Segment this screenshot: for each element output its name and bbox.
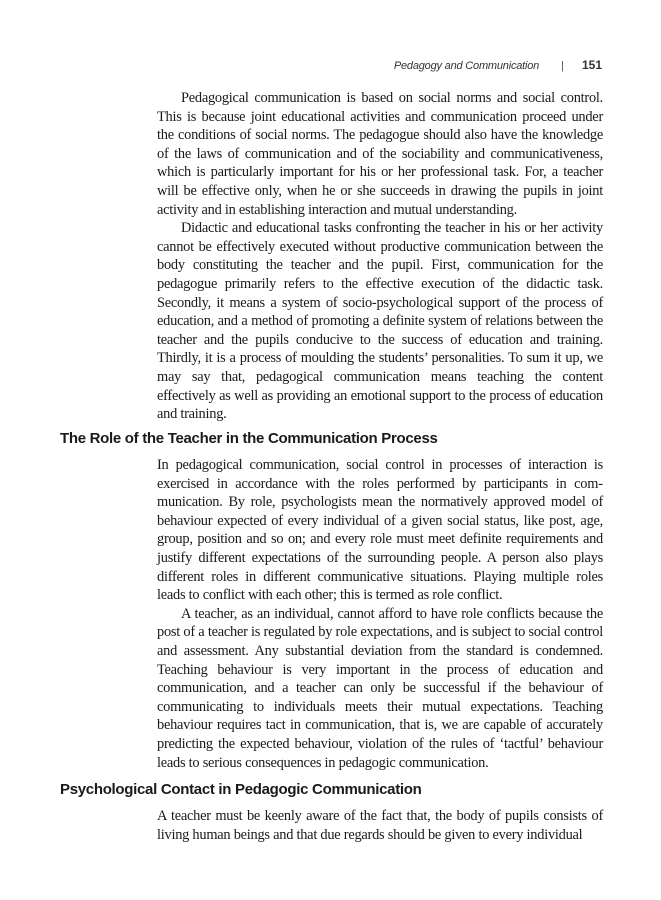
section-heading-teacher-role: The Role of the Teacher in the Communication Process [60,430,438,447]
paragraph: A teacher, as an individual, cannot afford to have role conflicts because the post of a teacher is regulated by role expectations, and is subject to social control and assessment. Any substantial deviation from the standard is condemned. Teaching behaviour is very important in the process of education and communication, and a teacher can only be successful if the behaviour of communicating to individuals meets their mutual expectations. Teaching behaviour requires tact in communication, that is, we are capable of accurately predicting the expected behaviour, violation of the rules of ‘tactful’ behaviour leads to serious consequences in pedagogic communication. [157,605,603,771]
paragraph: Pedagogical communication is based on social norms and social control. This is because joint educational activities and communication proceed under the conditions of social norms. The pedagogue should also have the knowledge of the laws of communication and of the sociability and communicativeness, which is particularly important for his or her professional task. For, a teacher will be effective only, when he or she succeeds in drawing the pupils in joint activity and in establishing interaction and mutual understanding. [157,90,603,218]
section-teacher-role-text [157,456,603,772]
running-header [0,58,602,72]
running-title: Pedagogy and Communication [393,60,540,72]
paragraph: In pedagogical communication, social control in processes of interaction is exercised in accordance with the roles performed by participants in communication. By role, psychologists mean the normatively approved model of behaviour expected of every individual of a given social status, like post, age, group, position and so on; and every role must meet definite requirements and justify different expectations of the surrounding people. A person also plays different roles in different communicative situations. Playing multiple roles leads to conflict with each other; this is termed as role conflict. [157,457,603,604]
section-psychological-contact-text [157,807,603,844]
header-separator: | [561,60,564,72]
section-heading-psychological-contact: Psychological Contact in Pedagogic Communication [60,781,422,798]
page-number: 151 [581,58,602,72]
paragraph: A teacher must be keenly aware of the fact that, the body of pupils consists of living human beings and that due regards should be given to every individual [157,808,603,843]
section-intro-text [157,89,603,424]
paragraph: Didactic and educational tasks confronting the teacher in his or her activity cannot be effectively executed without productive communication between the body constituting the teacher and the pupil. First, communication for the pedagogue primarily refers to the effective execution of the didactic task. Secondly, it means a system of socio-psychological support of the process of education, and a method of promoting a definite system of relations between the teacher and the pupils conducive to the success of education and training. Thirdly, it is a process of moulding the students’ personalities. To sum it up, we may say that, pedagogical communication means teaching the content effectively as well as providing an emotional support to the process of education and training. [157,220,603,423]
